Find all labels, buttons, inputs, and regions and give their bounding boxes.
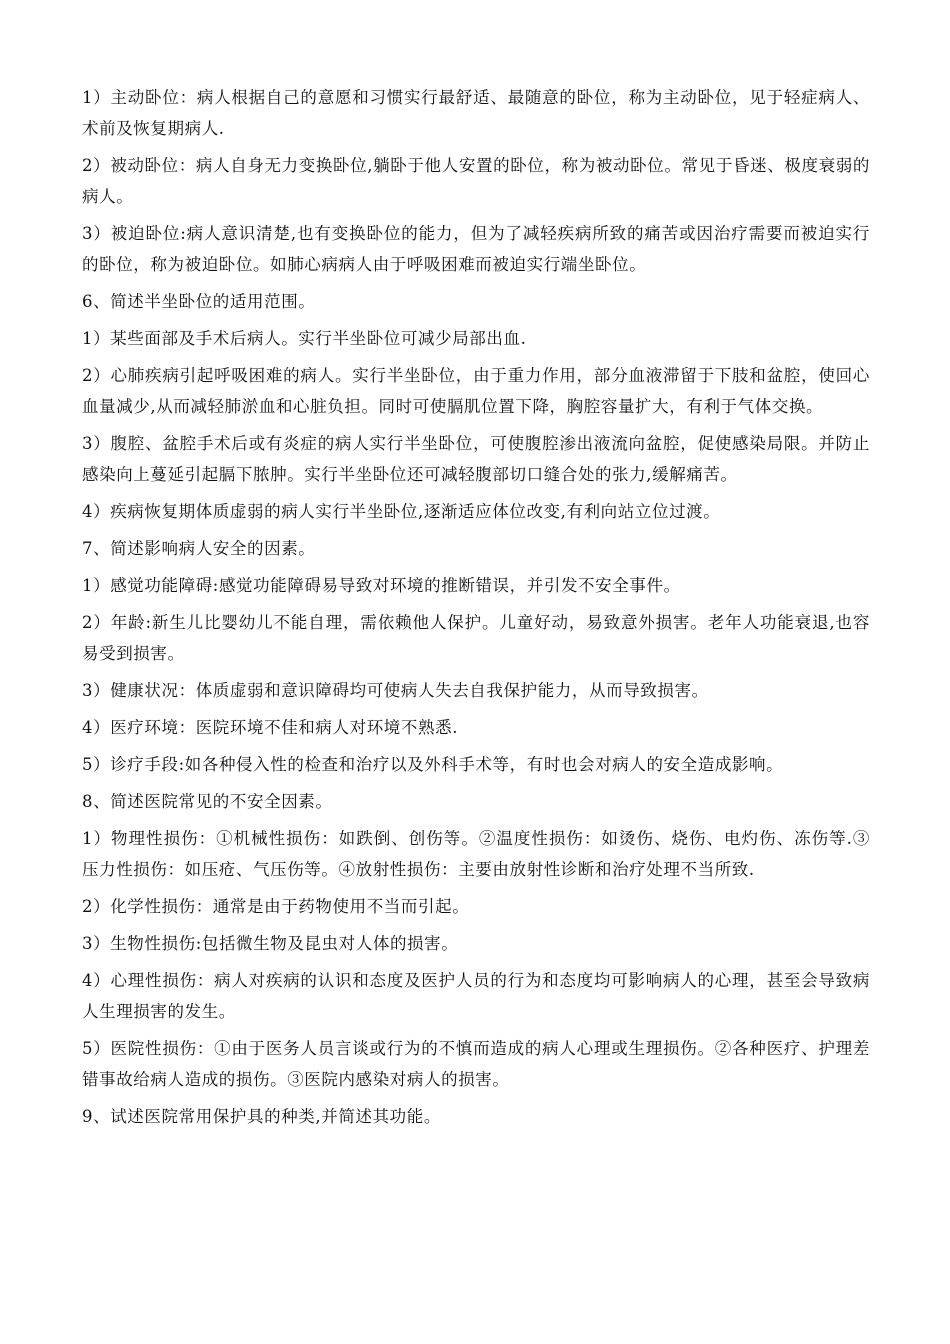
- paragraph-active-position: 1）主动卧位：病人根据自己的意愿和习惯实行最舒适、最随意的卧位，称为主动卧位，见于轻症病人、术前及恢复期病人.: [82, 88, 870, 138]
- q7-item-3: 3）健康状况：体质虚弱和意识障碍均可使病人失去自我保护能力，从而导致损害。: [82, 681, 709, 700]
- q8-item-2: 2）化学性损伤：通常是由于药物使用不当而引起。: [82, 897, 470, 916]
- q6-item-3: 3）腹腔、盆腔手术后或有炎症的病人实行半坐卧位，可使腹腔渗出液流向盆腔，促使感染局限。并防止感染向上蔓延引起膈下脓肿。实行半坐卧位还可减轻腹部切口缝合处的张力,缓解痛苦。: [82, 434, 870, 484]
- q8-item-4: 4）心理性损伤：病人对疾病的认识和态度及医护人员的行为和态度均可影响病人的心理，甚至会导致病人生理损害的发生。: [82, 971, 870, 1021]
- q7-item-5: 5）诊疗手段:如各种侵入性的检查和治疗以及外科手术等，有时也会对病人的安全造成影响。: [82, 755, 784, 774]
- question-6-heading: 6、简述半坐卧位的适用范围。: [82, 292, 316, 311]
- question-8-heading: 8、简述医院常见的不安全因素。: [82, 792, 333, 811]
- q7-item-4: 4）医疗环境：医院环境不佳和病人对环境不熟悉.: [82, 718, 459, 737]
- question-9-heading: 9、试述医院常用保护具的种类,并简述其功能。: [82, 1107, 441, 1126]
- document-page: [82, 82, 870, 1138]
- q7-item-2: 2）年龄:新生儿比婴幼儿不能自理，需依赖他人保护。儿童好动，易致意外损害。老年人功能衰退,也容易受到损害。: [82, 613, 870, 663]
- q8-item-1: 1）物理性损伤：①机械性损伤：如跌倒、创伤等。②温度性损伤：如烫伤、烧伤、电灼伤、冻伤等.③ 压力性损伤：如压疮、气压伤等。④放射性损伤：主要由放射性诊断和治疗处理不当所致.: [82, 829, 870, 879]
- q6-item-1: 1）某些面部及手术后病人。实行半坐卧位可减少局部出血.: [82, 329, 527, 348]
- q7-item-1: 1）感觉功能障碍:感觉功能障碍易导致对环境的推断错误，并引发不安全事件。: [82, 576, 681, 595]
- question-7-heading: 7、简述影响病人安全的因素。: [82, 539, 316, 558]
- q6-item-4: 4）疾病恢复期体质虚弱的病人实行半坐卧位,逐渐适应体位改变,有利向站立位过渡。: [82, 502, 721, 521]
- q6-item-2: 2）心肺疾病引起呼吸困难的病人。实行半坐卧位，由于重力作用，部分血液滞留于下肢和盆腔，使回心血量减少,从而减轻肺淤血和心脏负担。同时可使膈肌位置下降，胸腔容量扩大，有利于气体交换。: [82, 366, 870, 416]
- paragraph-passive-position: 2）被动卧位：病人自身无力变换卧位,躺卧于他人安置的卧位，称为被动卧位。常见于昏迷、极度衰弱的病人。: [82, 156, 870, 206]
- q8-item-5: 5）医院性损伤：①由于医务人员言谈或行为的不慎而造成的病人心理或生理损伤。②各种医疗、护理差错事故给病人造成的损伤。③医院内感染对病人的损害。: [82, 1039, 870, 1089]
- paragraph-forced-position: 3）被迫卧位:病人意识清楚,也有变换卧位的能力，但为了减轻疾病所致的痛苦或因治疗需要而被迫实行的卧位，称为被迫卧位。如肺心病病人由于呼吸困难而被迫实行端坐卧位。: [82, 224, 870, 274]
- q8-item-3: 3）生物性损伤:包括微生物及昆虫对人体的损害。: [82, 934, 459, 953]
